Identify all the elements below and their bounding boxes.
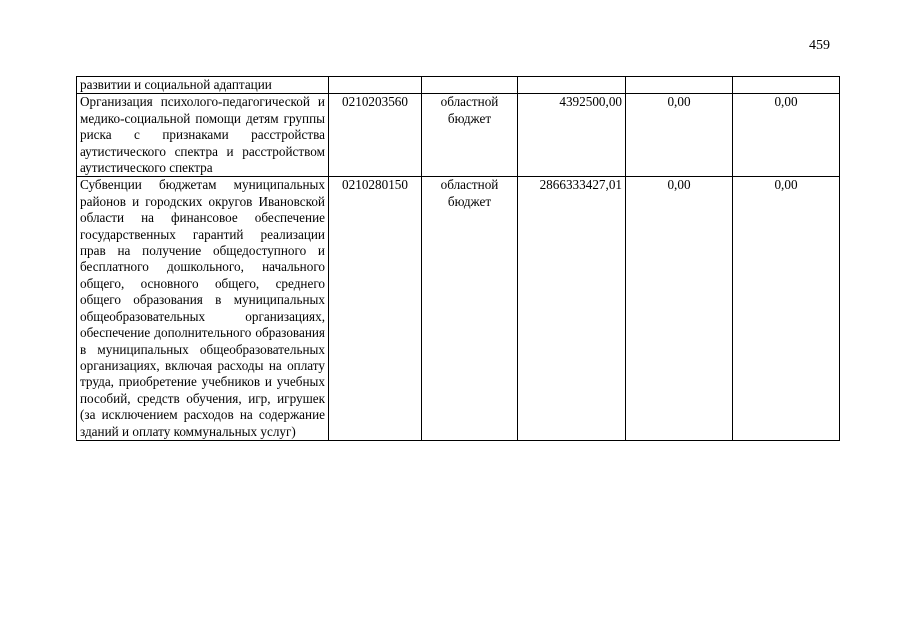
budget-table (76, 76, 840, 441)
funding-source-cell: областной бюджет (422, 94, 518, 177)
amount-cell-1: 4392500,00 (518, 94, 626, 177)
program-name-cell: Субвенции бюджетам муниципальных районов и городских округов Ивановской области на финансовое обеспечение государственных гарантий реализации прав на получение общедоступного и бесплатного дошкольного, начального общего, основного общего, среднего общего образования в муниципальных общеобразовательных организациях, обеспечение дополнительного образования в муниципальных общеобразовательных организациях, включая расходы на оплату труда, приобретение учебников и учебных пособий, средств обучения, игр, игрушек (за исключением расходов на содержание зданий и оплату коммунальных услуг) (77, 177, 329, 441)
table-row (77, 177, 840, 441)
funding-source-cell (422, 77, 518, 94)
program-name-cell: Организация психолого-педагогической и медико-социальной помощи детям группы риска с признаками расстройства аутистического спектра и расстройством аутистического спектра (77, 94, 329, 177)
amount-cell-3: 0,00 (733, 94, 840, 177)
table-row (77, 94, 840, 177)
amount-cell-2: 0,00 (626, 94, 733, 177)
budget-code-cell (329, 77, 422, 94)
program-name-cell: развитии и социальной адаптации (77, 77, 329, 94)
amount-cell-1 (518, 77, 626, 94)
page-number: 459 (809, 38, 830, 53)
budget-code-cell: 0210203560 (329, 94, 422, 177)
amount-cell-2: 0,00 (626, 177, 733, 441)
table-row (77, 77, 840, 94)
amount-cell-3: 0,00 (733, 177, 840, 441)
amount-cell-3 (733, 77, 840, 94)
amount-cell-1: 2866333427,01 (518, 177, 626, 441)
amount-cell-2 (626, 77, 733, 94)
budget-code-cell: 0210280150 (329, 177, 422, 441)
funding-source-cell: областной бюджет (422, 177, 518, 441)
